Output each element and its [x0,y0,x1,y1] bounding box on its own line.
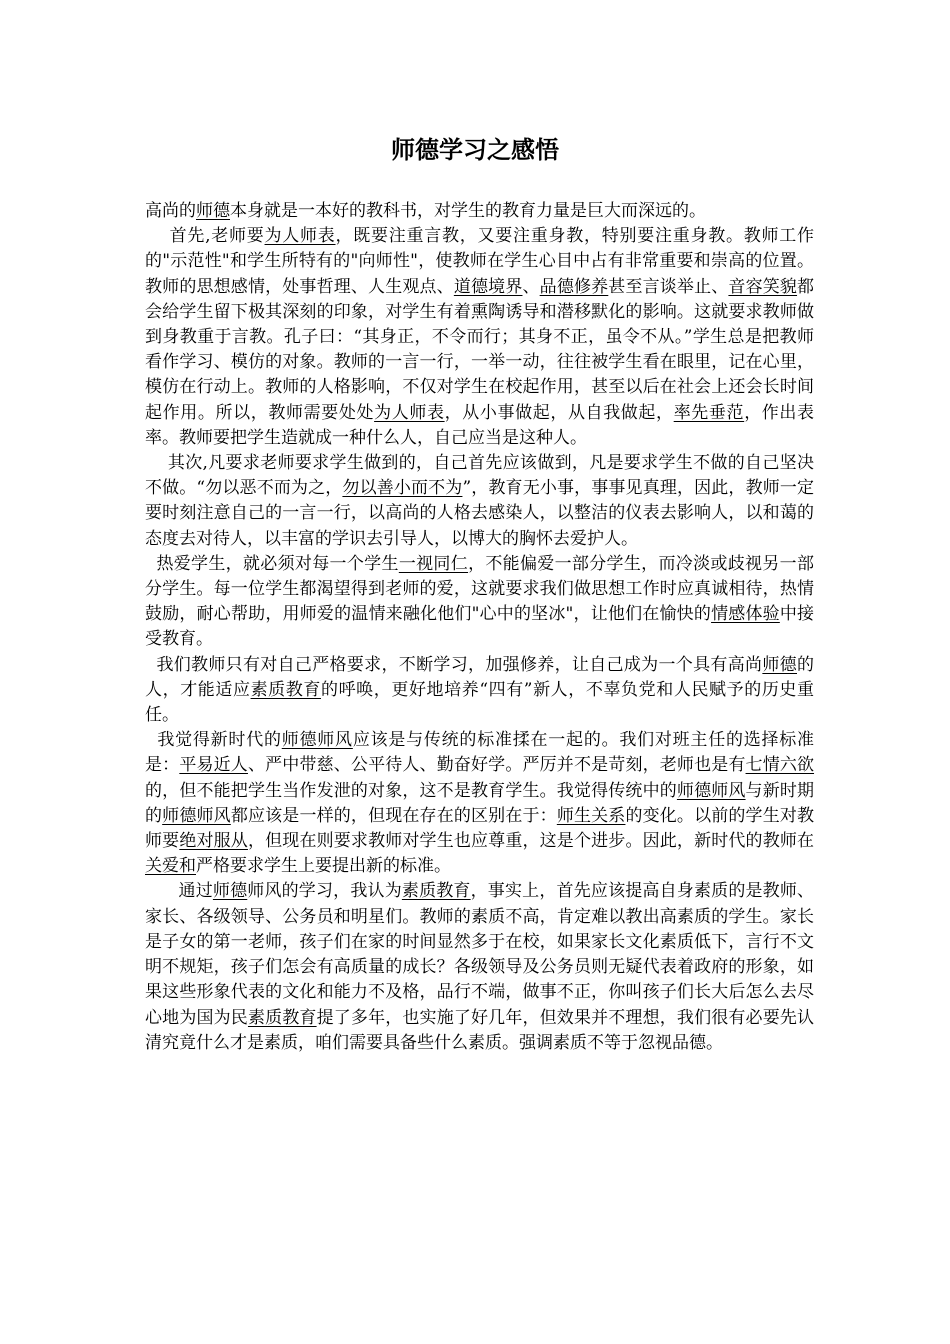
paragraph [145,451,814,552]
text-run: ，但现在则要求教师对学生也应尊重，这是个进步。因此，新时代的教师在 [247,831,815,852]
underlined-term: 素质教育 [401,881,471,902]
text-run: 、严中带慈、公平待人、勤奋好学。严厉并不是苛刻，老师也是有 [247,755,746,776]
underlined-term: 勿以善小而不为 [342,478,463,499]
underlined-term: 师德 [762,654,797,675]
text-run: 的变化。以前的学生对教师要 [145,805,815,852]
text-run: 通过 [178,881,213,902]
underlined-term: 师德师风 [162,805,231,826]
underlined-term: 情感体验 [711,604,780,625]
text-run: 的人，才能适应 [145,654,814,700]
underlined-term: 师德师风 [676,780,746,801]
text-run: 本身就是一本好的教科书，对学生的教育力量是巨大而深远的。 [230,201,706,221]
paragraph [145,653,814,729]
text-run: 严格要求学生上要提出新的标准。 [196,856,451,877]
text-run: 首先,老师要 [169,226,265,247]
text-run: 高尚的 [145,201,196,221]
text-run: ，事实上，首先应该提高自身素质的是教师、家长、各级领导、公务员和明星们。教师的素质不高，肯定难以教出高素质的学生。家长是子女的第一老师，孩子们在家的时间显然多于在校，如果家长文化素质低下，言行不文明不规矩，孩子们怎会有高质量的成长？各级领导及公务员则无疑代表着政府的形象，如果这些形象代表的文化和能力不及格，品行不端，做事不正，你叫孩子们长大后怎么去尽心地为国为民 [145,881,815,1028]
underlined-term: 道德境界 [453,276,523,297]
text-run: 、 [522,276,540,297]
text-run: ，既要注重言教，又要注重身教，特别要注重身教。教师工作的"示范性"和学生所特有的"向师性"，使教师在学生心目中占有非常重要和崇高的位置。教师的思想感情，处事哲理、人生观点、 [145,226,815,297]
paragraph [145,552,814,653]
underlined-term: 师德 [196,201,230,221]
text-run: 师风的学习，我认为 [247,881,402,902]
underlined-term: 七情六欲 [745,755,815,776]
underlined-term: 关爱和 [145,856,196,877]
text-run: 我觉得新时代的 [157,730,282,751]
paragraph-indent [145,881,179,901]
underlined-term: 音容笑貌 [728,276,798,297]
paragraph [145,224,814,451]
underlined-term: 素质教育 [250,679,321,700]
text-run: 我们教师只有对自己严格要求，不断学习，加强修养，让自己成为一个具有高尚 [156,654,763,675]
text-run: 都会给学生留下极其深刻的印象，对学生有着熏陶诱导和潜移默化的影响。这就要求教师做到身教重于言教。孔子曰：“其身正，不令而行；其身不正，虽令不从。”学生总是把教师看作学习、模仿的对象。教师的一言一行，一举一动，往往被学生看在眼里，记在心里，模仿在行动上。教师的人格影响，不仅对学生在校起作用，甚至以后在社会上还会长时间起作用。所以，教师需要处处 [145,276,815,423]
text-run: 其次,凡要求老师要求学生做到的，自己首先应该做到，凡是要求学生不做的自己坚决不做。“勿以恶不而为之， [145,453,814,499]
text-run: 甚至言谈举止、 [608,276,729,297]
document-body [145,199,814,1056]
underlined-term: 绝对服从 [179,831,248,852]
document-title: 师德学习之感悟 [391,136,559,164]
paragraph-indent [145,655,156,675]
text-run: ，从小事做起，从自我做起， [444,402,674,423]
underlined-term: 为人师表 [264,226,336,247]
text-run: 热爱学生，就必须对每一个学生 [156,553,399,574]
underlined-term: 一视同仁 [398,553,469,574]
paragraph [145,199,814,224]
text-run: ，不能偏爱一部分学生，而冷淡或歧视另一部分学生。每一位学生都渴望得到老师的爱，这就要求我们做思想工作时应真诚相待，热情鼓励，耐心帮助，用师爱的温情来融化他们"心中的坚冰"，让他们在愉快的 [145,553,814,625]
paragraph-indent [145,453,168,473]
text-run: 都应该是一样的，但现在存在的区别在于： [230,805,557,826]
text-run: ，作出表率。教师要把学生造就成一种什么人，自己应当是这种人。 [145,402,815,448]
text-run: 提了多年，也实施了好几年，但效果并不理想，我们很有必要先认清究竟什么才是素质，咱们需要具备些什么素质。强调素质不等于忽视品德。 [145,1007,815,1053]
paragraph-indent [145,730,157,750]
paragraph [145,879,814,1055]
underlined-term: 率先垂范 [673,402,745,423]
paragraph-indent [145,554,156,574]
text-run: ”，教育无小事，事事见真理，因此，教师一定要时刻注意自己的一言一行，以高尚的人格去感染人，以整洁的仪表去影响人，以和蔼的态度去对待人，以丰富的学识去引导人，以博大的胸怀去爱护人。 [145,478,814,549]
underlined-term: 师生关系 [556,805,626,826]
underlined-term: 品德修养 [539,276,609,297]
text-run: 应该是与传统的标准揉在一起的。我们对班主任的选择标准是： [145,730,815,776]
underlined-term: 师德 [212,881,248,902]
paragraph [145,728,814,879]
text-run: 的呼唤，更好地培养“四有”新人，不辜负党和人民赋予的历史重任。 [145,679,815,726]
underlined-term: 师德师风 [281,730,353,751]
underlined-term: 素质教育 [247,1007,317,1028]
text-run: 与新时期的 [145,780,815,826]
text-run: 中接受教育。 [145,604,815,650]
underlined-term: 为人师表 [374,402,445,423]
underlined-term: 平易近人 [179,755,248,776]
text-run: 的，但不能把学生当作发泄的对象，这不是教育学生。我觉得传统中的 [145,780,677,801]
paragraph-indent [145,226,170,246]
